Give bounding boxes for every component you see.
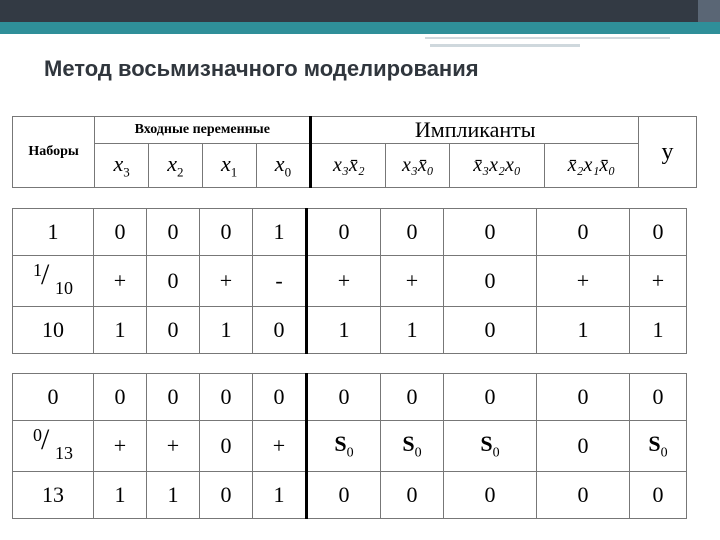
table-cell: 1	[253, 209, 307, 256]
table-cell: 1 / 10	[13, 256, 94, 307]
implicant-1: x₃x̄₂	[311, 144, 386, 188]
teal-band	[0, 22, 720, 34]
table-cell: +	[94, 256, 147, 307]
table-row	[13, 421, 687, 472]
table-cell: +	[147, 421, 200, 472]
table-cell: +	[537, 256, 630, 307]
table-cell: 0 / 13	[13, 421, 94, 472]
table-cell: 1	[537, 307, 630, 354]
table-cell: 0	[13, 374, 94, 421]
table-cell: 0	[381, 374, 444, 421]
table-cell: 0	[444, 472, 537, 519]
table-row	[13, 256, 687, 307]
top-bar	[0, 0, 720, 22]
table-cell: 0	[253, 307, 307, 354]
table-cell: -	[253, 256, 307, 307]
table-cell: 1	[307, 307, 381, 354]
top-bar-accent	[698, 0, 720, 22]
header-table	[12, 116, 697, 188]
table-cell: 0	[630, 374, 687, 421]
table-cell: +	[94, 421, 147, 472]
table-cell: 0	[537, 421, 630, 472]
table-cell: +	[630, 256, 687, 307]
table-cell: 0	[537, 472, 630, 519]
table-cell: 1	[147, 472, 200, 519]
decor-line	[430, 44, 580, 47]
var-x1: $x_1$	[202, 144, 256, 188]
table-cell: $S_0$	[444, 421, 537, 472]
table-cell: +	[200, 256, 253, 307]
table-cell: 0	[537, 209, 630, 256]
table-cell: 10	[13, 307, 94, 354]
table-cell: 0	[381, 472, 444, 519]
table-cell: 0	[200, 472, 253, 519]
table-cell: 0	[200, 374, 253, 421]
table-cell: 1	[630, 307, 687, 354]
table-cell: 1	[253, 472, 307, 519]
table-row	[13, 209, 687, 256]
implicant-2: x₃x̄₀	[386, 144, 450, 188]
output-label: y	[639, 117, 697, 188]
table-cell: 0	[253, 374, 307, 421]
table-cell: $S_0$	[381, 421, 444, 472]
table-cell: 1	[94, 307, 147, 354]
table-cell: 0	[94, 209, 147, 256]
table-cell: 0	[444, 374, 537, 421]
table-cell: 0	[147, 256, 200, 307]
table-cell: 0	[381, 209, 444, 256]
var-x2: $x_2$	[148, 144, 202, 188]
table-cell: +	[381, 256, 444, 307]
implicants-label: Импликанты	[311, 117, 639, 144]
table-cell: 0	[444, 256, 537, 307]
table-row	[13, 472, 687, 519]
table-cell: 0	[630, 209, 687, 256]
implicant-4: x̄₂x₁x̄₀	[544, 144, 638, 188]
table-cell: 0	[94, 374, 147, 421]
table-cell: 1	[381, 307, 444, 354]
table-cell: +	[307, 256, 381, 307]
page-title: Метод восьмизначного моделирования	[44, 56, 479, 81]
table-cell: 0	[200, 421, 253, 472]
decor-line	[425, 37, 670, 39]
table-cell: 0	[307, 374, 381, 421]
table-cell: 0	[630, 472, 687, 519]
var-x0: $x_0$	[256, 144, 311, 188]
sets-label: Наборы	[13, 117, 95, 188]
table-row	[13, 307, 687, 354]
table-row	[13, 374, 687, 421]
table-cell: 1	[200, 307, 253, 354]
table-cell: 0	[537, 374, 630, 421]
table-cell: 13	[13, 472, 94, 519]
simulation-block-2	[12, 373, 687, 519]
var-x3: $x_3$	[95, 144, 149, 188]
table-cell: $S_0$	[307, 421, 381, 472]
table-cell: 0	[147, 374, 200, 421]
table-cell: 0	[444, 209, 537, 256]
implicant-3: x̄₃x₂x₀	[450, 144, 544, 188]
inputs-label: Входные переменные	[95, 117, 311, 144]
table-cell: 0	[200, 209, 253, 256]
table-cell: $S_0$	[630, 421, 687, 472]
table-cell: 1	[94, 472, 147, 519]
table-cell: 0	[147, 307, 200, 354]
table-cell: +	[253, 421, 307, 472]
table-cell: 0	[307, 209, 381, 256]
simulation-block-1	[12, 208, 687, 354]
table-cell: 0	[444, 307, 537, 354]
table-cell: 0	[307, 472, 381, 519]
table-cell: 1	[13, 209, 94, 256]
table-cell: 0	[147, 209, 200, 256]
